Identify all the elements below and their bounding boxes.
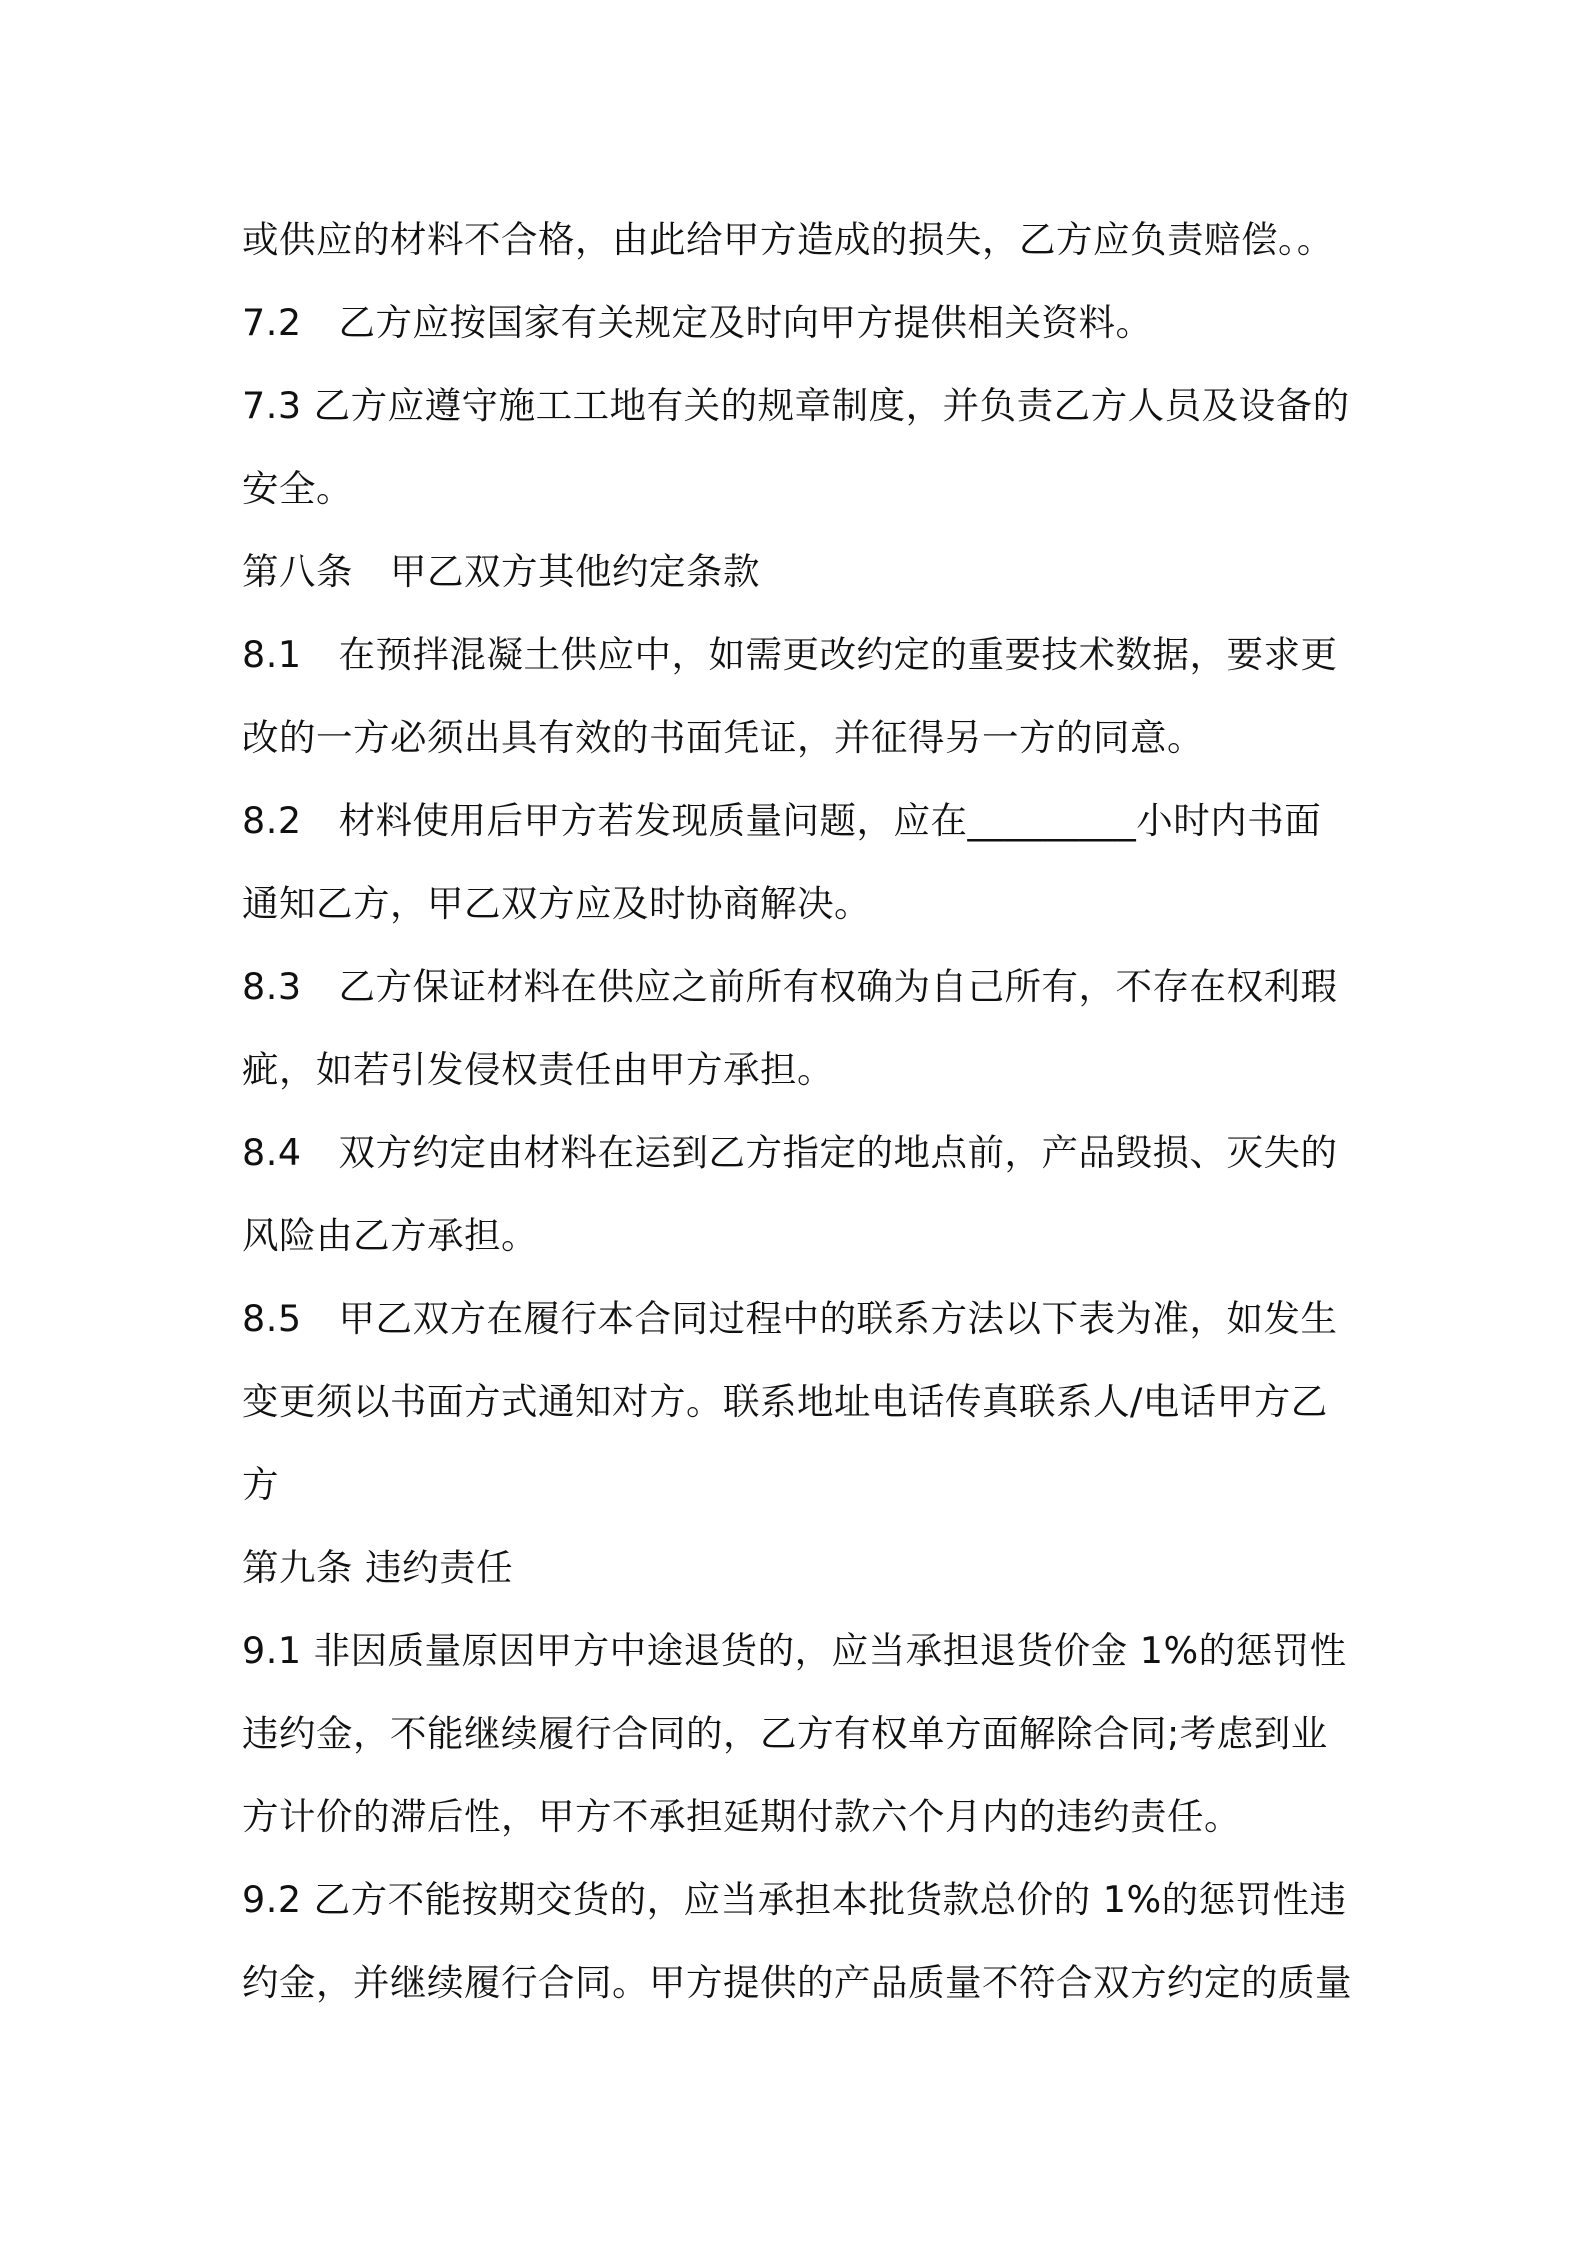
contract-text (242, 198, 1354, 2024)
text-line: 违约金，不能继续履行合同的，乙方有权单方面解除合同;考虑到业 (242, 1712, 1328, 1755)
clause-9-2: 9.2 乙方不能按期交货的，应当承担本批货款总价的 1%的惩罚性违 (242, 1878, 1347, 1921)
text-line: 方 (242, 1463, 279, 1506)
text-line: 风险由乙方承担。 (242, 1214, 538, 1257)
clause-8-4: 8.4 双方约定由材料在运到乙方指定的地点前，产品毁损、灭失的 (242, 1131, 1338, 1174)
clause-9-1: 9.1 非因质量原因甲方中途退货的，应当承担退货价金 1%的惩罚性 (242, 1629, 1347, 1672)
text-line: 改的一方必须出具有效的书面凭证，并征得另一方的同意。 (242, 716, 1204, 759)
text-line: 约金，并继续履行合同。甲方提供的产品质量不符合双方约定的质量 (242, 1961, 1352, 2004)
article-8-heading: 第八条 甲乙双方其他约定条款 (242, 550, 760, 593)
clause-7-2: 7.2 乙方应按国家有关规定及时向甲方提供相关资料。 (242, 301, 1153, 344)
clause-8-5: 8.5 甲乙双方在履行本合同过程中的联系方法以下表为准，如发生 (242, 1297, 1338, 1340)
text-line: 安全。 (242, 467, 353, 510)
clause-8-2: 8.2 材料使用后甲方若发现质量问题，应在_________小时内书面 (242, 799, 1322, 842)
clause-8-1: 8.1 在预拌混凝土供应中，如需更改约定的重要技术数据，要求更 (242, 633, 1338, 676)
text-line: 通知乙方，甲乙双方应及时协商解决。 (242, 882, 871, 925)
text-line: 或供应的材料不合格，由此给甲方造成的损失，乙方应负责赔偿。。 (242, 218, 1334, 261)
clause-7-3: 7.3 乙方应遵守施工工地有关的规章制度，并负责乙方人员及设备的 (242, 384, 1350, 427)
text-line: 方计价的滞后性，甲方不承担延期付款六个月内的违约责任。 (242, 1795, 1241, 1838)
text-line: 疵，如若引发侵权责任由甲方承担。 (242, 1048, 834, 1091)
text-line: 变更须以书面方式通知对方。联系地址电话传真联系人/电话甲方乙 (242, 1380, 1328, 1423)
clause-8-3: 8.3 乙方保证材料在供应之前所有权确为自己所有，不存在权利瑕 (242, 965, 1338, 1008)
article-9-heading: 第九条 违约责任 (242, 1546, 514, 1589)
